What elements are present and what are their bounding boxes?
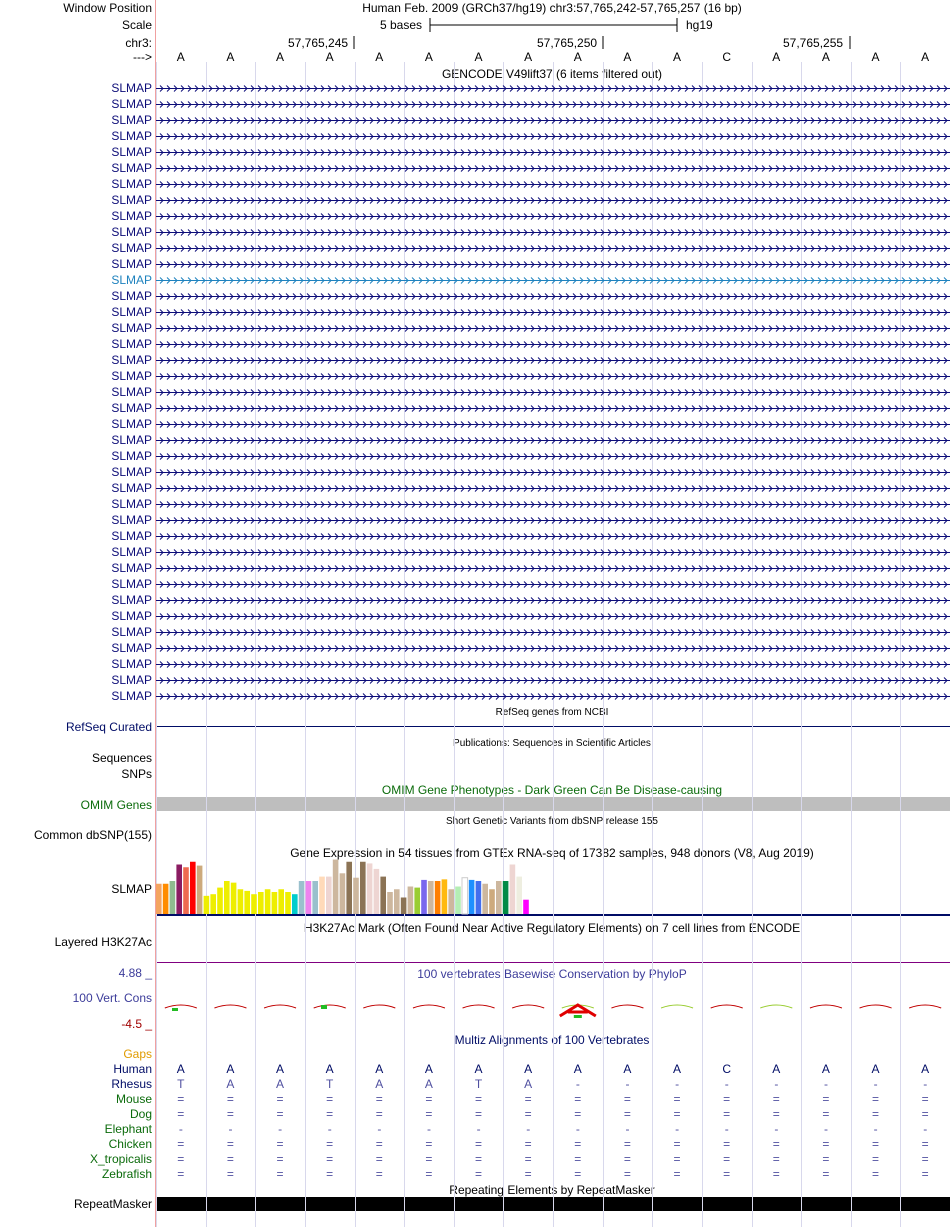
multiz-base: = — [574, 1137, 582, 1151]
gtex-tissue-bar — [210, 894, 216, 914]
multiz-base: A — [424, 1062, 433, 1076]
multiz-base: = — [276, 1152, 284, 1166]
gencode-transcript-label[interactable]: SLMAP — [111, 465, 152, 479]
phylop-score-mark — [909, 1005, 941, 1008]
gtex-tissue-bar — [455, 887, 461, 915]
gtex-tissue-bar — [204, 896, 210, 914]
multiz-base: = — [772, 1107, 780, 1121]
h3k27ac-title: H3K27Ac Mark (Often Found Near Active Regulatory Elements) on 7 cell lines from ENCODE — [303, 921, 801, 935]
gencode-transcript-label[interactable]: SLMAP — [111, 129, 152, 143]
gencode-transcript-label[interactable]: SLMAP — [111, 481, 152, 495]
multiz-base: = — [723, 1092, 731, 1106]
multiz-base: = — [226, 1092, 234, 1106]
gtex-tissue-bar — [387, 892, 393, 914]
gtex-tissue-bar — [326, 877, 332, 914]
multiz-base: = — [276, 1137, 284, 1151]
repeatmasker-label[interactable]: RepeatMasker — [73, 1197, 152, 1211]
multiz-base: = — [872, 1107, 880, 1121]
multiz-base: A — [276, 1062, 285, 1076]
multiz-species-label[interactable]: Mouse — [115, 1092, 152, 1106]
gtex-tissue-bar — [360, 862, 366, 914]
multiz-base: = — [524, 1137, 532, 1151]
gtex-tissue-bar — [374, 869, 380, 914]
gencode-transcript-label[interactable]: SLMAP — [111, 433, 152, 447]
multiz-base: = — [276, 1107, 284, 1121]
gencode-transcript-label[interactable]: SLMAP — [111, 385, 152, 399]
multiz-base: - — [575, 1077, 580, 1091]
chrom-label: chr3: — [125, 36, 152, 50]
dbsnp-title: Short Genetic Variants from dbSNP release 155 — [446, 816, 658, 827]
multiz-base: = — [723, 1152, 731, 1166]
gencode-transcript-label[interactable]: SLMAP — [111, 497, 152, 511]
gtex-tissue-bar — [408, 887, 414, 915]
multiz-base: A — [524, 1077, 533, 1091]
gencode-transcript-label[interactable]: SLMAP — [111, 177, 152, 191]
phylop-positive-mark — [574, 1015, 582, 1018]
base-letter: A — [424, 50, 433, 64]
multiz-base: = — [177, 1092, 185, 1106]
gtex-tissue-bar — [496, 881, 502, 914]
gtex-tissue-bar — [299, 881, 305, 914]
multiz-base: = — [425, 1107, 433, 1121]
multiz-base: = — [177, 1137, 185, 1151]
multiz-base: = — [822, 1107, 830, 1121]
window-position-text: Human Feb. 2009 (GRCh37/hg19) chr3:57,765,242-57,765,257 (16 bp) — [362, 1, 742, 15]
phylop-score-mark — [363, 1005, 395, 1008]
multiz-base: = — [276, 1167, 284, 1181]
gtex-tissue-bar — [163, 884, 169, 914]
gtex-tissue-bar — [224, 881, 230, 914]
gtex-tissue-bar — [251, 894, 257, 914]
multiz-base: - — [526, 1122, 531, 1136]
multiz-base: = — [872, 1137, 880, 1151]
base-letter: A — [226, 50, 235, 64]
refseq-title: RefSeq genes from NCBI — [495, 707, 609, 718]
multiz-base: = — [872, 1092, 880, 1106]
gtex-tissue-bar — [380, 877, 386, 914]
gtex-tissue-bar — [340, 873, 346, 914]
multiz-base: A — [871, 1062, 880, 1076]
phylop-score-mark — [860, 1005, 892, 1008]
refseq-label[interactable]: RefSeq Curated — [65, 720, 152, 734]
base-letter: A — [375, 50, 384, 64]
multiz-base: = — [574, 1167, 582, 1181]
multiz-base: A — [821, 1062, 830, 1076]
multiz-base: = — [921, 1092, 929, 1106]
multiz-base: - — [327, 1122, 332, 1136]
base-letter: A — [871, 50, 880, 64]
publications-title: Publications: Sequences in Scientific Articles — [453, 738, 651, 749]
multiz-base: = — [475, 1107, 483, 1121]
multiz-base: A — [325, 1062, 334, 1076]
multiz-base: A — [375, 1077, 384, 1091]
gtex-tissue-bar — [156, 884, 162, 914]
multiz-base: = — [475, 1092, 483, 1106]
multiz-base: = — [574, 1107, 582, 1121]
gtex-tissue-bar — [306, 881, 312, 914]
multiz-base: - — [823, 1077, 828, 1091]
multiz-base: = — [326, 1137, 334, 1151]
base-letter: A — [573, 50, 582, 64]
base-letter: A — [325, 50, 334, 64]
multiz-base: = — [375, 1137, 383, 1151]
strand-label: ---> — [133, 50, 152, 64]
gencode-transcript-label[interactable]: SLMAP — [111, 337, 152, 351]
multiz-base: = — [475, 1137, 483, 1151]
multiz-base: = — [822, 1152, 830, 1166]
multiz-base: - — [724, 1122, 729, 1136]
gtex-tissue-bar — [503, 881, 509, 914]
multiz-base: = — [524, 1152, 532, 1166]
gencode-title: GENCODE V49lift37 (6 items filtered out) — [441, 67, 663, 81]
gencode-transcript-label[interactable]: SLMAP — [111, 561, 152, 575]
phylop-score-mark — [314, 1005, 346, 1008]
gencode-transcript-label[interactable]: SLMAP — [111, 449, 152, 463]
gtex-tissue-bar — [523, 900, 529, 914]
gencode-transcript-label[interactable]: SLMAP — [111, 289, 152, 303]
multiz-base: = — [425, 1137, 433, 1151]
multiz-base: = — [673, 1092, 681, 1106]
gencode-transcript-label[interactable]: SLMAP — [111, 529, 152, 543]
multiz-base: = — [822, 1092, 830, 1106]
multiz-base: = — [772, 1152, 780, 1166]
gtex-tissue-bar — [469, 880, 475, 914]
multiz-base: = — [326, 1107, 334, 1121]
base-letter: A — [821, 50, 830, 64]
gtex-tissue-bar — [489, 889, 495, 914]
multiz-base: = — [574, 1092, 582, 1106]
gtex-tissue-bar — [190, 862, 196, 914]
assembly-label: hg19 — [686, 18, 713, 32]
gencode-transcript-label[interactable]: SLMAP — [111, 193, 152, 207]
phylop-score-mark — [810, 1005, 842, 1008]
multiz-base: = — [623, 1152, 631, 1166]
gencode-transcript-label[interactable]: SLMAP — [111, 657, 152, 671]
multiz-base: - — [476, 1122, 481, 1136]
base-letter: A — [673, 50, 682, 64]
multiz-species-label[interactable]: Human — [113, 1062, 152, 1076]
gtex-tissue-bar — [231, 883, 237, 914]
gencode-transcript-label[interactable]: SLMAP — [111, 113, 152, 127]
phylop-min: -4.5 _ — [121, 1017, 152, 1031]
gencode-transcript-label[interactable]: SLMAP — [111, 401, 152, 415]
multiz-base: = — [475, 1152, 483, 1166]
base-letter: A — [276, 50, 285, 64]
base-letter: A — [921, 50, 930, 64]
phylop-positive-mark — [172, 1008, 178, 1011]
omim-title: OMIM Gene Phenotypes - Dark Green Can Be Disease-causing — [381, 783, 723, 797]
multiz-base: - — [575, 1122, 580, 1136]
gtex-tissue-bar — [510, 865, 516, 915]
gtex-tissue-bar — [272, 892, 278, 914]
multiz-base: = — [425, 1167, 433, 1181]
multiz-base: - — [377, 1122, 382, 1136]
multiz-base: - — [923, 1077, 928, 1091]
multiz-species-label[interactable]: X_tropicalis — [89, 1152, 152, 1166]
multiz-base: - — [774, 1122, 779, 1136]
multiz-base: = — [226, 1107, 234, 1121]
multiz-base: A — [226, 1062, 235, 1076]
multiz-base: = — [177, 1167, 185, 1181]
multiz-base: - — [278, 1122, 283, 1136]
multiz-base: = — [772, 1092, 780, 1106]
multiz-base: A — [524, 1062, 533, 1076]
multiz-base: = — [822, 1137, 830, 1151]
multiz-base: C — [722, 1062, 732, 1076]
gencode-transcript-label[interactable]: SLMAP — [111, 97, 152, 111]
multiz-base: - — [873, 1122, 878, 1136]
multiz-base: - — [675, 1122, 680, 1136]
phylop-max: 4.88 _ — [118, 966, 152, 980]
base-letter: A — [176, 50, 185, 64]
multiz-base: T — [474, 1077, 483, 1091]
multiz-base: = — [723, 1107, 731, 1121]
phylop-score-mark — [611, 1005, 643, 1008]
multiz-base: = — [326, 1152, 334, 1166]
multiz-species-label[interactable]: Elephant — [104, 1122, 152, 1136]
multiz-base: = — [921, 1167, 929, 1181]
multiz-base: = — [723, 1137, 731, 1151]
gencode-transcript-label[interactable]: SLMAP — [111, 369, 152, 383]
gtex-tissue-bar — [244, 891, 250, 914]
multiz-base: A — [623, 1062, 632, 1076]
multiz-base: - — [724, 1077, 729, 1091]
gencode-transcript-label[interactable]: SLMAP — [111, 305, 152, 319]
gencode-transcript-label[interactable]: SLMAP — [111, 209, 152, 223]
window-position-label: Window Position — [63, 1, 152, 15]
multiz-base: = — [375, 1107, 383, 1121]
multiz-base: = — [326, 1167, 334, 1181]
gtex-tissue-bar — [285, 892, 291, 914]
gencode-transcript-label[interactable]: SLMAP — [111, 417, 152, 431]
multiz-base: A — [573, 1062, 582, 1076]
multiz-base: = — [673, 1152, 681, 1166]
multiz-base: = — [226, 1137, 234, 1151]
multiz-base: = — [524, 1092, 532, 1106]
omim-label[interactable]: OMIM Genes — [80, 798, 152, 812]
ruler-position-2: 57,765,250 — [537, 36, 598, 50]
gtex-tissue-bar — [367, 863, 373, 914]
multiz-base: = — [623, 1167, 631, 1181]
multiz-species-label[interactable]: Zebrafish — [101, 1167, 152, 1181]
gencode-transcript-label[interactable]: SLMAP — [111, 321, 152, 335]
gtex-tissue-bar — [278, 889, 284, 914]
phylop-score-mark — [661, 1005, 693, 1008]
multiz-base: = — [822, 1167, 830, 1181]
multiz-base: = — [772, 1167, 780, 1181]
gtex-tissue-bar — [462, 878, 468, 914]
phylop-score-mark — [760, 1005, 792, 1008]
phylop-label[interactable]: 100 Vert. Cons — [72, 991, 152, 1005]
multiz-base: = — [574, 1152, 582, 1166]
multiz-base: = — [921, 1137, 929, 1151]
gencode-transcript-label[interactable]: SLMAP — [111, 625, 152, 639]
phylop-score-mark — [214, 1005, 246, 1008]
multiz-base: = — [921, 1107, 929, 1121]
base-letter: C — [722, 50, 732, 64]
gtex-tissue-bar — [292, 894, 298, 914]
multiz-base: = — [375, 1092, 383, 1106]
scale-label: Scale — [121, 18, 152, 32]
multiz-base: - — [923, 1122, 928, 1136]
multiz-base: = — [326, 1092, 334, 1106]
multiz-base: T — [177, 1077, 185, 1091]
multiz-base: = — [276, 1092, 284, 1106]
gencode-transcript-label[interactable]: SLMAP — [111, 257, 152, 271]
phylop-score-mark — [711, 1005, 743, 1008]
multiz-base: = — [921, 1152, 929, 1166]
multiz-base: - — [675, 1077, 680, 1091]
phylop-score-mark — [512, 1005, 544, 1008]
gtex-tissue-bar — [312, 881, 318, 914]
multiz-base: - — [774, 1077, 779, 1091]
base-letter: A — [623, 50, 632, 64]
gtex-tissue-bar — [258, 892, 264, 914]
multiz-base: = — [872, 1152, 880, 1166]
multiz-base: - — [823, 1122, 828, 1136]
gencode-transcript-label[interactable]: SLMAP — [111, 609, 152, 623]
phylop-score-mark — [463, 1005, 495, 1008]
multiz-base: - — [426, 1122, 431, 1136]
base-letter: A — [474, 50, 483, 64]
scale-text: 5 bases — [380, 18, 423, 32]
multiz-base: = — [673, 1167, 681, 1181]
sequences-label[interactable]: Sequences — [91, 751, 152, 765]
gtex-tissue-bar — [183, 867, 189, 914]
multiz-base: A — [673, 1062, 682, 1076]
multiz-base: = — [425, 1152, 433, 1166]
gtex-tissue-bar — [482, 884, 488, 914]
multiz-base: A — [276, 1077, 285, 1091]
dbsnp-label[interactable]: Common dbSNP(155) — [33, 828, 152, 842]
multiz-base: = — [872, 1167, 880, 1181]
multiz-base: = — [226, 1167, 234, 1181]
phylop-score-mark — [413, 1005, 445, 1008]
gencode-transcript-label[interactable]: SLMAP — [111, 225, 152, 239]
multiz-base: = — [177, 1107, 185, 1121]
multiz-base: = — [524, 1107, 532, 1121]
multiz-base: - — [178, 1122, 183, 1136]
multiz-base: T — [326, 1077, 334, 1091]
multiz-base: = — [177, 1152, 185, 1166]
multiz-base: - — [873, 1077, 878, 1091]
multiz-base: = — [375, 1167, 383, 1181]
gtex-label[interactable]: SLMAP — [111, 882, 152, 896]
gtex-tissue-bar — [353, 878, 359, 914]
gtex-tissue-bar — [238, 889, 244, 914]
gencode-transcript-label[interactable]: SLMAP — [111, 273, 152, 287]
multiz-base: A — [176, 1062, 185, 1076]
multiz-base: = — [475, 1167, 483, 1181]
gtex-tissue-bar — [197, 866, 203, 914]
multiz-base: = — [425, 1092, 433, 1106]
gtex-tissue-bar — [516, 877, 522, 914]
phylop-score-mark — [264, 1005, 296, 1008]
ruler-position-3: 57,765,255 — [783, 36, 844, 50]
base-letter: A — [772, 50, 781, 64]
multiz-base: A — [474, 1062, 483, 1076]
gtex-tissue-bar — [346, 862, 352, 914]
gencode-transcript-label[interactable]: SLMAP — [111, 673, 152, 687]
h3k27ac-label[interactable]: Layered H3K27Ac — [54, 935, 152, 949]
gencode-transcript-label[interactable]: SLMAP — [111, 161, 152, 175]
gencode-transcript-label[interactable]: SLMAP — [111, 513, 152, 527]
gtex-tissue-bar — [414, 888, 420, 914]
multiz-species-label[interactable]: Chicken — [108, 1137, 152, 1151]
ruler-position-1: 57,765,245 — [288, 36, 349, 50]
gtex-tissue-bar — [442, 879, 448, 914]
multiz-base: = — [623, 1137, 631, 1151]
multiz-base: A — [226, 1077, 235, 1091]
multiz-base: = — [623, 1107, 631, 1121]
multiz-base: A — [424, 1077, 433, 1091]
gtex-tissue-bar — [421, 880, 427, 914]
multiz-base: = — [623, 1092, 631, 1106]
gencode-transcript-label[interactable]: SLMAP — [111, 145, 152, 159]
multiz-base: = — [673, 1107, 681, 1121]
multiz-species-label[interactable]: Rhesus — [111, 1077, 152, 1091]
gencode-transcript-label[interactable]: SLMAP — [111, 593, 152, 607]
multiz-species-label[interactable]: Dog — [129, 1107, 152, 1121]
gtex-tissue-bar — [448, 889, 454, 914]
gencode-transcript-label[interactable]: SLMAP — [111, 353, 152, 367]
gtex-tissue-bar — [176, 865, 182, 915]
multiz-base: = — [723, 1167, 731, 1181]
gtex-tissue-bar — [394, 889, 400, 914]
multiz-base: A — [772, 1062, 781, 1076]
gencode-transcript-label[interactable]: SLMAP — [111, 641, 152, 655]
multiz-base: - — [625, 1077, 630, 1091]
phylop-score-mark — [165, 1005, 197, 1008]
multiz-base: A — [375, 1062, 384, 1076]
gtex-tissue-bar — [435, 881, 441, 914]
snps-label[interactable]: SNPs — [121, 767, 152, 781]
gtex-tissue-bar — [401, 898, 407, 915]
gencode-transcript-label[interactable]: SLMAP — [111, 241, 152, 255]
gencode-transcript-label[interactable]: SLMAP — [111, 689, 152, 703]
multiz-base: = — [772, 1137, 780, 1151]
gtex-tissue-bar — [217, 888, 223, 914]
gtex-tissue-bar — [265, 889, 271, 914]
gtex-title: Gene Expression in 54 tissues from GTEx RNA-seq of 17382 samples, 948 donors (V8, Aug 2019) — [290, 846, 814, 860]
multiz-base: - — [228, 1122, 233, 1136]
base-letter: A — [524, 50, 533, 64]
gencode-transcript-label[interactable]: SLMAP — [111, 545, 152, 559]
multiz-base: = — [673, 1137, 681, 1151]
gtex-tissue-bar — [170, 881, 176, 914]
phylop-title: 100 vertebrates Basewise Conservation by PhyloP — [417, 967, 687, 981]
gtex-tissue-bar — [333, 860, 339, 914]
gtex-tissue-bar — [476, 881, 482, 914]
gaps-label: Gaps — [123, 1047, 152, 1061]
multiz-base: - — [625, 1122, 630, 1136]
phylop-positive-mark — [321, 1005, 327, 1009]
multiz-title: Multiz Alignments of 100 Vertebrates — [454, 1033, 650, 1047]
gtex-tissue-bar — [319, 877, 325, 914]
multiz-base: = — [524, 1167, 532, 1181]
gencode-transcript-label[interactable]: SLMAP — [111, 81, 152, 95]
multiz-base: = — [375, 1152, 383, 1166]
gtex-tissue-bar — [428, 881, 434, 914]
gencode-transcript-label[interactable]: SLMAP — [111, 577, 152, 591]
multiz-base: = — [226, 1152, 234, 1166]
multiz-base: A — [921, 1062, 930, 1076]
repeatmasker-title: Repeating Elements by RepeatMasker — [449, 1183, 655, 1197]
